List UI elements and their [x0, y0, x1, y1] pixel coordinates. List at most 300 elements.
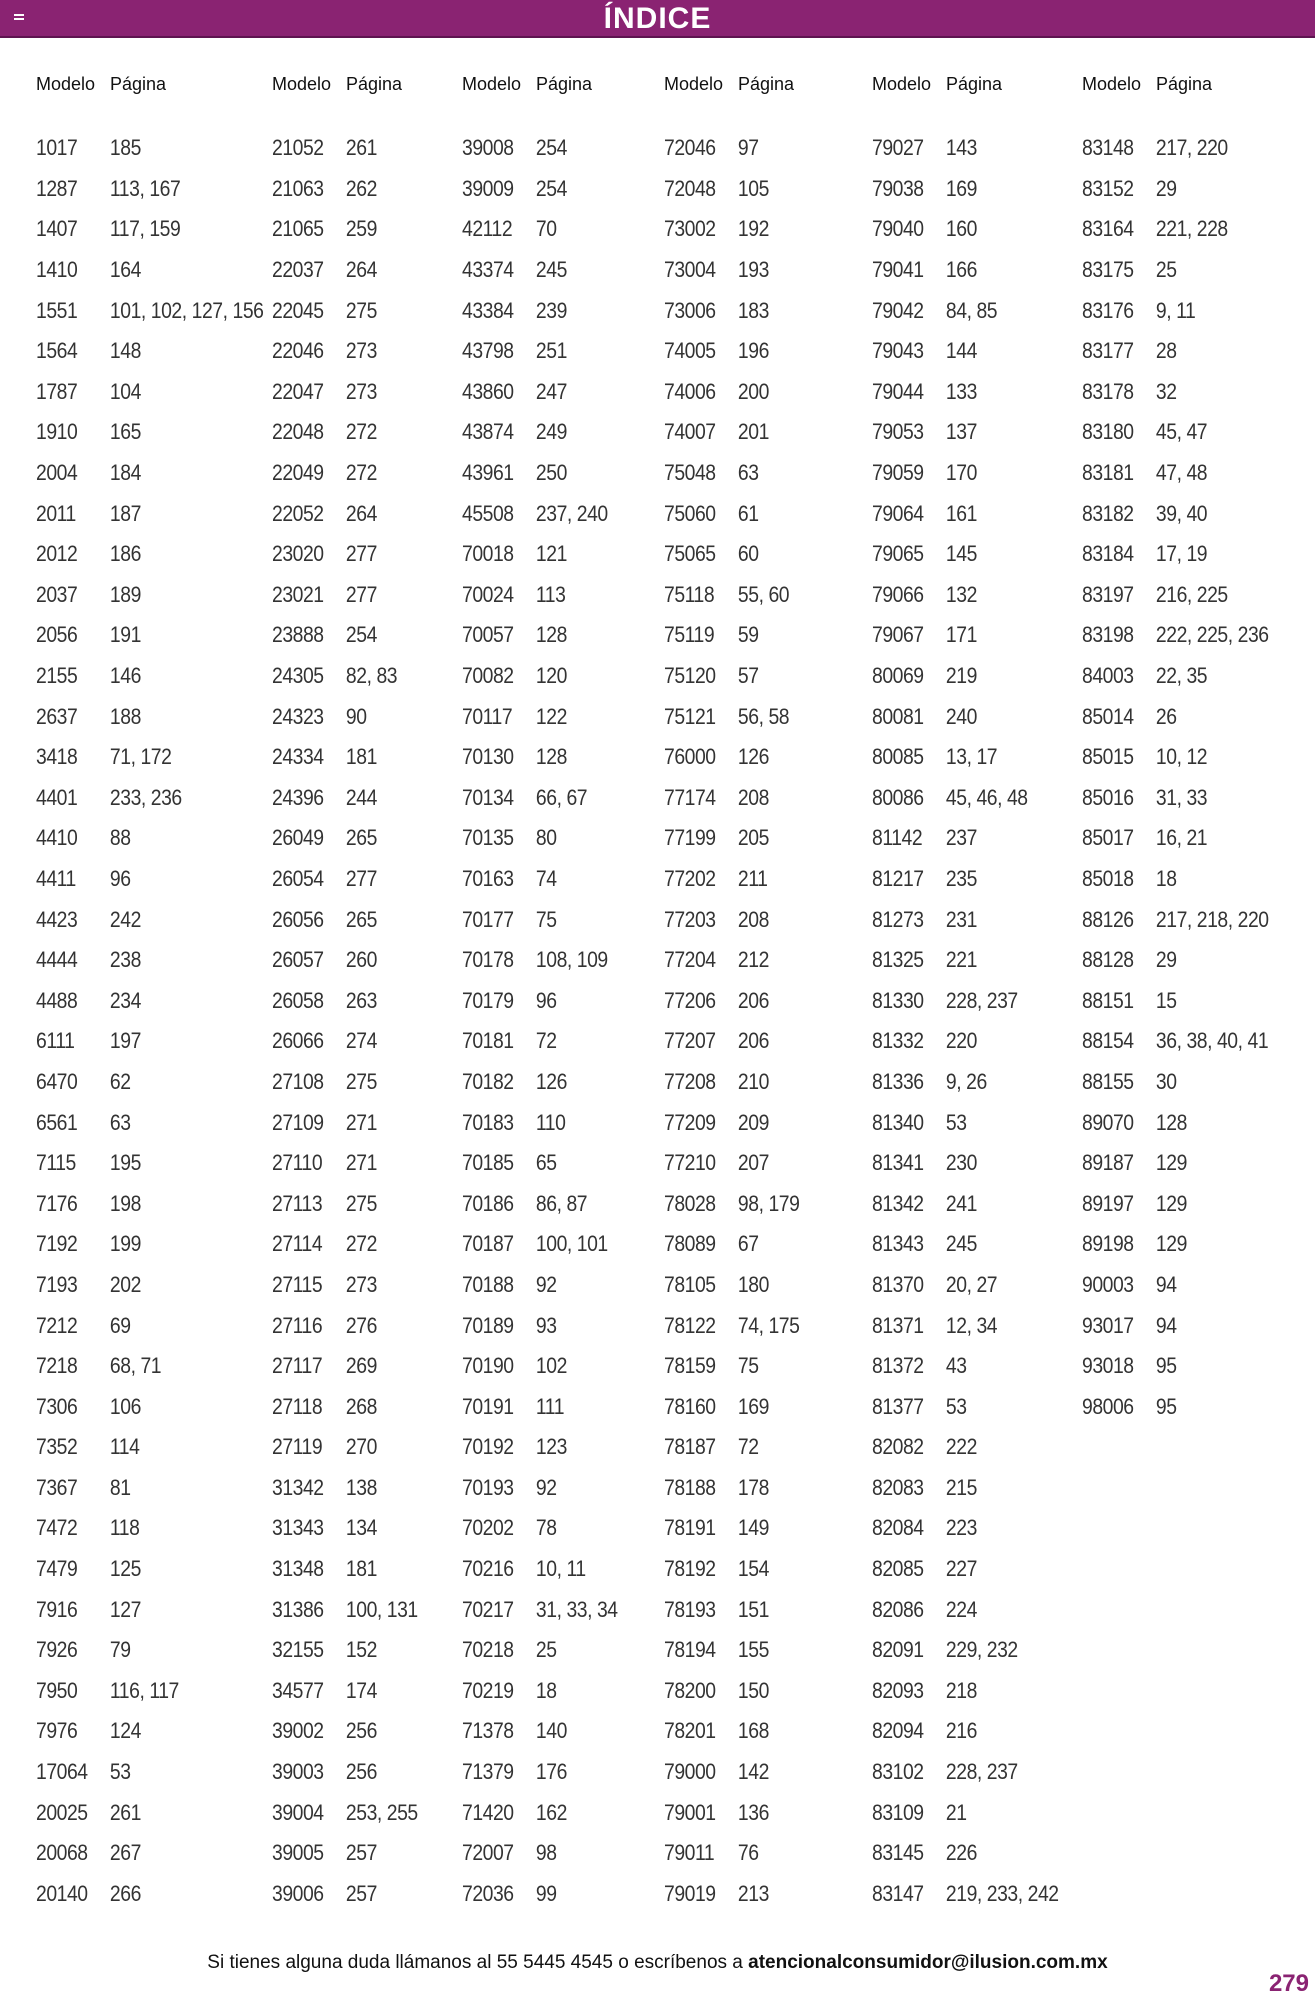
page-reference: 237	[945, 825, 977, 851]
model-number: 83197	[1082, 581, 1134, 607]
page-reference: 98, 179	[737, 1190, 800, 1216]
model-number: 83184	[1082, 541, 1134, 567]
index-row	[272, 1833, 418, 1874]
model-number: 88154	[1082, 1028, 1134, 1054]
model-number: 70082	[462, 663, 514, 689]
index-row	[272, 1021, 418, 1062]
page-reference: 191	[109, 622, 141, 648]
index-row	[462, 656, 618, 697]
model-number: 20025	[36, 1799, 88, 1825]
page-reference: 269	[345, 1353, 377, 1379]
index-row	[272, 1143, 418, 1184]
page-reference: 94	[1155, 1312, 1177, 1338]
page-reference: 134	[345, 1515, 377, 1541]
index-row	[1082, 1346, 1269, 1387]
model-number: 73004	[664, 257, 716, 283]
page-reference: 206	[737, 987, 769, 1013]
page-reference: 264	[345, 257, 377, 283]
index-row	[36, 493, 263, 534]
model-header: Modelo	[272, 74, 332, 94]
page-reference: 129	[1155, 1150, 1187, 1176]
model-number: 79040	[872, 216, 924, 242]
page-reference: 277	[345, 541, 377, 567]
page-reference: 187	[109, 500, 141, 526]
page-reference: 180	[737, 1271, 769, 1297]
index-row	[872, 1468, 1059, 1509]
index-row	[272, 1792, 418, 1833]
page-reference: 67	[737, 1231, 759, 1257]
model-number: 7193	[36, 1271, 78, 1297]
model-number: 75119	[664, 622, 715, 648]
index-row	[462, 290, 618, 331]
page-reference: 218	[945, 1677, 977, 1703]
index-row	[462, 1346, 618, 1387]
model-number: 4410	[36, 825, 78, 851]
index-row	[664, 1102, 799, 1143]
page-reference: 185	[109, 135, 141, 161]
page-reference: 211	[737, 865, 768, 891]
model-number: 70186	[462, 1190, 514, 1216]
index-row	[1082, 1021, 1269, 1062]
page-reference: 270	[345, 1434, 377, 1460]
model-number: 81370	[872, 1271, 924, 1297]
page-reference: 117, 159	[109, 216, 181, 242]
page-reference: 145	[945, 541, 977, 567]
index-row	[664, 1386, 799, 1427]
model-number: 23888	[272, 622, 324, 648]
index-row	[872, 940, 1059, 981]
model-number: 71420	[462, 1799, 514, 1825]
index-row	[462, 169, 618, 210]
page-reference: 128	[535, 744, 567, 770]
page-reference: 196	[737, 338, 769, 364]
index-row	[872, 1265, 1059, 1306]
index-row	[664, 1589, 799, 1630]
page-reference: 137	[945, 419, 977, 445]
model-number: 79044	[872, 378, 924, 404]
index-row	[272, 1752, 418, 1793]
index-row	[272, 493, 418, 534]
page-reference: 16, 21	[1155, 825, 1208, 851]
model-number: 42112	[462, 216, 513, 242]
index-column	[272, 74, 438, 1914]
page-reference: 265	[345, 906, 377, 932]
index-row	[36, 1102, 263, 1143]
page-reference: 15	[1155, 987, 1177, 1013]
page-reference: 216	[945, 1718, 977, 1744]
page-reference: 111	[535, 1393, 565, 1419]
model-header: Modelo	[664, 74, 724, 94]
page-reference: 13, 17	[945, 744, 998, 770]
model-number: 70202	[462, 1515, 514, 1541]
index-row	[872, 1549, 1059, 1590]
index-row	[462, 1752, 618, 1793]
page-reference: 271	[345, 1109, 377, 1135]
page-reference: 99	[535, 1880, 557, 1906]
index-row	[36, 1711, 263, 1752]
model-number: 23021	[272, 581, 324, 607]
index-row	[664, 1833, 799, 1874]
model-number: 80081	[872, 703, 924, 729]
page-reference: 261	[345, 135, 377, 161]
index-row	[872, 412, 1059, 453]
page-reference: 275	[345, 1190, 377, 1216]
model-number: 70018	[462, 541, 514, 567]
page-reference: 74	[535, 865, 557, 891]
page-reference: 245	[945, 1231, 977, 1257]
index-row	[664, 1224, 799, 1265]
index-row	[36, 1305, 263, 1346]
page-reference: 150	[737, 1677, 769, 1703]
model-number: 93018	[1082, 1353, 1134, 1379]
page-reference: 256	[345, 1759, 377, 1785]
model-number: 70193	[462, 1474, 514, 1500]
page-reference: 262	[345, 175, 377, 201]
model-number: 6470	[36, 1068, 78, 1094]
index-row	[272, 778, 418, 819]
page-reference: 9, 11	[1155, 297, 1196, 323]
model-number: 83102	[872, 1759, 924, 1785]
index-row	[872, 128, 1059, 169]
page-reference: 242	[109, 906, 141, 932]
model-header: Modelo	[462, 74, 522, 94]
model-number: 4411	[36, 865, 76, 891]
model-number: 4444	[36, 947, 78, 973]
page-reference: 220	[945, 1028, 977, 1054]
page-reference: 74, 175	[737, 1312, 800, 1338]
index-row	[1082, 534, 1269, 575]
page-reference: 254	[535, 135, 567, 161]
model-number: 88128	[1082, 947, 1134, 973]
page-reference: 273	[345, 1271, 377, 1297]
model-number: 70192	[462, 1434, 514, 1460]
page-reference: 183	[737, 297, 769, 323]
page-reference: 271	[345, 1150, 377, 1176]
model-number: 27109	[272, 1109, 324, 1135]
model-number: 3418	[36, 744, 78, 770]
page-reference: 102	[535, 1353, 567, 1379]
page-reference: 127	[109, 1596, 141, 1622]
page-reference: 90	[345, 703, 367, 729]
model-number: 79000	[664, 1759, 716, 1785]
page-reference: 98	[535, 1840, 557, 1866]
page-reference: 10, 11	[535, 1556, 586, 1582]
index-row	[36, 1468, 263, 1509]
index-row	[36, 128, 263, 169]
index-row	[462, 1508, 618, 1549]
model-number: 78122	[664, 1312, 716, 1338]
index-row	[664, 656, 799, 697]
model-number: 70179	[462, 987, 514, 1013]
page-reference: 192	[737, 216, 769, 242]
page-reference: 273	[345, 378, 377, 404]
model-number: 82084	[872, 1515, 924, 1541]
index-row	[872, 534, 1059, 575]
index-row	[664, 1265, 799, 1306]
model-number: 89197	[1082, 1190, 1134, 1216]
page-reference: 228, 237	[945, 987, 1018, 1013]
index-row	[462, 1224, 618, 1265]
index-row	[664, 696, 799, 737]
index-row	[272, 899, 418, 940]
page-reference: 25	[1155, 257, 1177, 283]
index-row	[664, 1143, 799, 1184]
header-bar	[0, 0, 1315, 38]
model-number: 98006	[1082, 1393, 1134, 1419]
index-row	[462, 575, 618, 616]
index-row	[664, 778, 799, 819]
model-number: 75121	[664, 703, 716, 729]
page-reference: 181	[345, 1556, 377, 1582]
model-number: 80069	[872, 663, 924, 689]
index-row	[872, 615, 1059, 656]
page-reference: 142	[737, 1759, 769, 1785]
model-number: 88155	[1082, 1068, 1134, 1094]
model-number: 88151	[1082, 987, 1134, 1013]
index-column	[462, 74, 639, 1914]
index-row	[462, 696, 618, 737]
page-reference: 110	[535, 1109, 566, 1135]
page-reference: 253, 255	[345, 1799, 418, 1825]
model-number: 93017	[1082, 1312, 1134, 1338]
index-row	[36, 1671, 263, 1712]
model-number: 83147	[872, 1880, 924, 1906]
model-number: 82086	[872, 1596, 924, 1622]
model-number: 7479	[36, 1556, 78, 1582]
index-row	[36, 290, 263, 331]
page-reference: 94	[1155, 1271, 1177, 1297]
model-number: 82093	[872, 1677, 924, 1703]
index-row	[1082, 1143, 1269, 1184]
page-reference: 267	[109, 1840, 141, 1866]
page-reference: 193	[737, 257, 769, 283]
model-number: 77208	[664, 1068, 716, 1094]
index-row	[872, 899, 1059, 940]
column-header	[664, 74, 818, 104]
page-reference: 184	[109, 460, 141, 486]
model-number: 22037	[272, 257, 324, 283]
page-reference: 162	[535, 1799, 567, 1825]
index-row	[272, 331, 418, 372]
footer-contact	[0, 1952, 1315, 1974]
index-row	[664, 859, 799, 900]
index-row	[36, 209, 263, 250]
model-number: 4423	[36, 906, 78, 932]
model-number: 81377	[872, 1393, 924, 1419]
index-row	[664, 1062, 799, 1103]
page-reference: 189	[109, 581, 141, 607]
index-row	[272, 1102, 418, 1143]
model-number: 70177	[462, 906, 514, 932]
index-row	[36, 250, 263, 291]
model-number: 2012	[36, 541, 78, 567]
page-reference: 80	[535, 825, 557, 851]
page-reference: 92	[535, 1271, 557, 1297]
page-reference: 256	[345, 1718, 377, 1744]
model-number: 1551	[36, 297, 78, 323]
model-number: 43874	[462, 419, 514, 445]
page-reference: 195	[109, 1150, 141, 1176]
model-number: 27119	[272, 1434, 323, 1460]
page-reference: 257	[345, 1840, 377, 1866]
index-row	[462, 1792, 618, 1833]
page-reference: 273	[345, 338, 377, 364]
index-row	[462, 1143, 618, 1184]
column-header	[872, 74, 1084, 104]
model-number: 6561	[36, 1109, 78, 1135]
page-reference: 59	[737, 622, 759, 648]
page-reference: 169	[737, 1393, 769, 1419]
page-reference: 31, 33, 34	[535, 1596, 618, 1622]
index-row	[462, 1183, 618, 1224]
page-reference: 201	[737, 419, 769, 445]
model-number: 85016	[1082, 784, 1134, 810]
model-number: 79001	[664, 1799, 716, 1825]
model-number: 39003	[272, 1759, 324, 1785]
page-reference: 222, 225, 236	[1155, 622, 1269, 648]
model-number: 79027	[872, 135, 924, 161]
page-reference: 202	[109, 1271, 141, 1297]
index-row	[872, 1752, 1059, 1793]
index-row	[872, 656, 1059, 697]
page-reference: 104	[109, 378, 141, 404]
index-row	[872, 331, 1059, 372]
contact-email-link[interactable]: atencionalconsumidor@ilusion.com.mx	[748, 1952, 1108, 1973]
page-reference: 28	[1155, 338, 1177, 364]
index-row	[272, 1346, 418, 1387]
model-number: 26049	[272, 825, 324, 851]
page-reference: 205	[737, 825, 769, 851]
index-row	[872, 169, 1059, 210]
model-number: 78201	[664, 1718, 716, 1744]
index-row	[462, 859, 618, 900]
page-reference: 219, 233, 242	[945, 1880, 1059, 1906]
page-reference: 66, 67	[535, 784, 588, 810]
index-row	[36, 1427, 263, 1468]
model-number: 78188	[664, 1474, 716, 1500]
model-number: 22046	[272, 338, 324, 364]
model-number: 83152	[1082, 175, 1134, 201]
index-row	[1082, 372, 1269, 413]
page-reference: 17, 19	[1155, 541, 1208, 567]
page-reference: 121	[535, 541, 567, 567]
index-row	[462, 1021, 618, 1062]
model-number: 79059	[872, 460, 924, 486]
index-row	[664, 412, 799, 453]
model-number: 72048	[664, 175, 716, 201]
model-number: 74006	[664, 378, 716, 404]
model-number: 83178	[1082, 378, 1134, 404]
page-reference: 71, 172	[109, 744, 172, 770]
page-reference: 53	[109, 1759, 131, 1785]
model-number: 1564	[36, 338, 78, 364]
page-reference: 217, 218, 220	[1155, 906, 1269, 932]
model-number: 7950	[36, 1677, 78, 1703]
model-number: 83175	[1082, 257, 1134, 283]
index-row	[36, 453, 263, 494]
model-number: 79011	[664, 1840, 715, 1866]
model-number: 1787	[36, 378, 78, 404]
model-header: Modelo	[1082, 74, 1142, 94]
index-row	[1082, 615, 1269, 656]
index-row	[36, 899, 263, 940]
model-number: 81332	[872, 1028, 924, 1054]
page-reference: 118	[109, 1515, 140, 1541]
model-number: 31348	[272, 1556, 324, 1582]
index-row	[664, 1508, 799, 1549]
model-number: 70183	[462, 1109, 514, 1135]
model-number: 27116	[272, 1312, 323, 1338]
model-number: 83109	[872, 1799, 924, 1825]
page-reference: 207	[737, 1150, 769, 1176]
index-row	[36, 1346, 263, 1387]
page-reference: 149	[737, 1515, 769, 1541]
model-number: 26056	[272, 906, 324, 932]
model-number: 31386	[272, 1596, 324, 1622]
page-reference: 56, 58	[737, 703, 790, 729]
index-row	[664, 1021, 799, 1062]
index-row	[1082, 169, 1269, 210]
page-reference: 144	[945, 338, 977, 364]
page-reference: 272	[345, 460, 377, 486]
page-reference: 234	[109, 987, 141, 1013]
model-number: 78193	[664, 1596, 716, 1622]
page-reference: 146	[109, 663, 141, 689]
model-number: 43860	[462, 378, 514, 404]
page-reference: 113, 167	[109, 175, 181, 201]
model-number: 26066	[272, 1028, 324, 1054]
page-reference: 259	[345, 216, 377, 242]
index-row	[872, 778, 1059, 819]
index-row	[272, 1711, 418, 1752]
model-number: 75060	[664, 500, 716, 526]
index-row	[872, 1143, 1059, 1184]
page-reference: 97	[737, 135, 759, 161]
page-reference: 126	[535, 1068, 567, 1094]
model-number: 70218	[462, 1637, 514, 1663]
model-number: 39008	[462, 135, 514, 161]
page-reference: 84, 85	[945, 297, 998, 323]
index-row	[36, 1792, 263, 1833]
model-number: 79038	[872, 175, 924, 201]
index-row	[36, 980, 263, 1021]
model-number: 75048	[664, 460, 716, 486]
index-row	[462, 412, 618, 453]
index-row	[664, 493, 799, 534]
page-reference: 206	[737, 1028, 769, 1054]
page-reference: 261	[109, 1799, 141, 1825]
page-reference: 254	[345, 622, 377, 648]
index-row	[272, 1508, 418, 1549]
page-reference: 166	[945, 257, 977, 283]
model-number: 70190	[462, 1353, 514, 1379]
model-number: 1287	[36, 175, 78, 201]
page-reference: 244	[345, 784, 377, 810]
page-reference: 55, 60	[737, 581, 790, 607]
index-row	[872, 1508, 1059, 1549]
page-reference: 61	[737, 500, 759, 526]
model-number: 77209	[664, 1109, 716, 1135]
model-number: 77202	[664, 865, 716, 891]
index-row	[664, 1630, 799, 1671]
model-number: 81340	[872, 1109, 924, 1135]
page-reference: 70	[535, 216, 557, 242]
page-reference: 63	[109, 1109, 131, 1135]
page-reference: 92	[535, 1474, 557, 1500]
index-row	[872, 209, 1059, 250]
model-number: 22045	[272, 297, 324, 323]
index-row	[36, 1143, 263, 1184]
